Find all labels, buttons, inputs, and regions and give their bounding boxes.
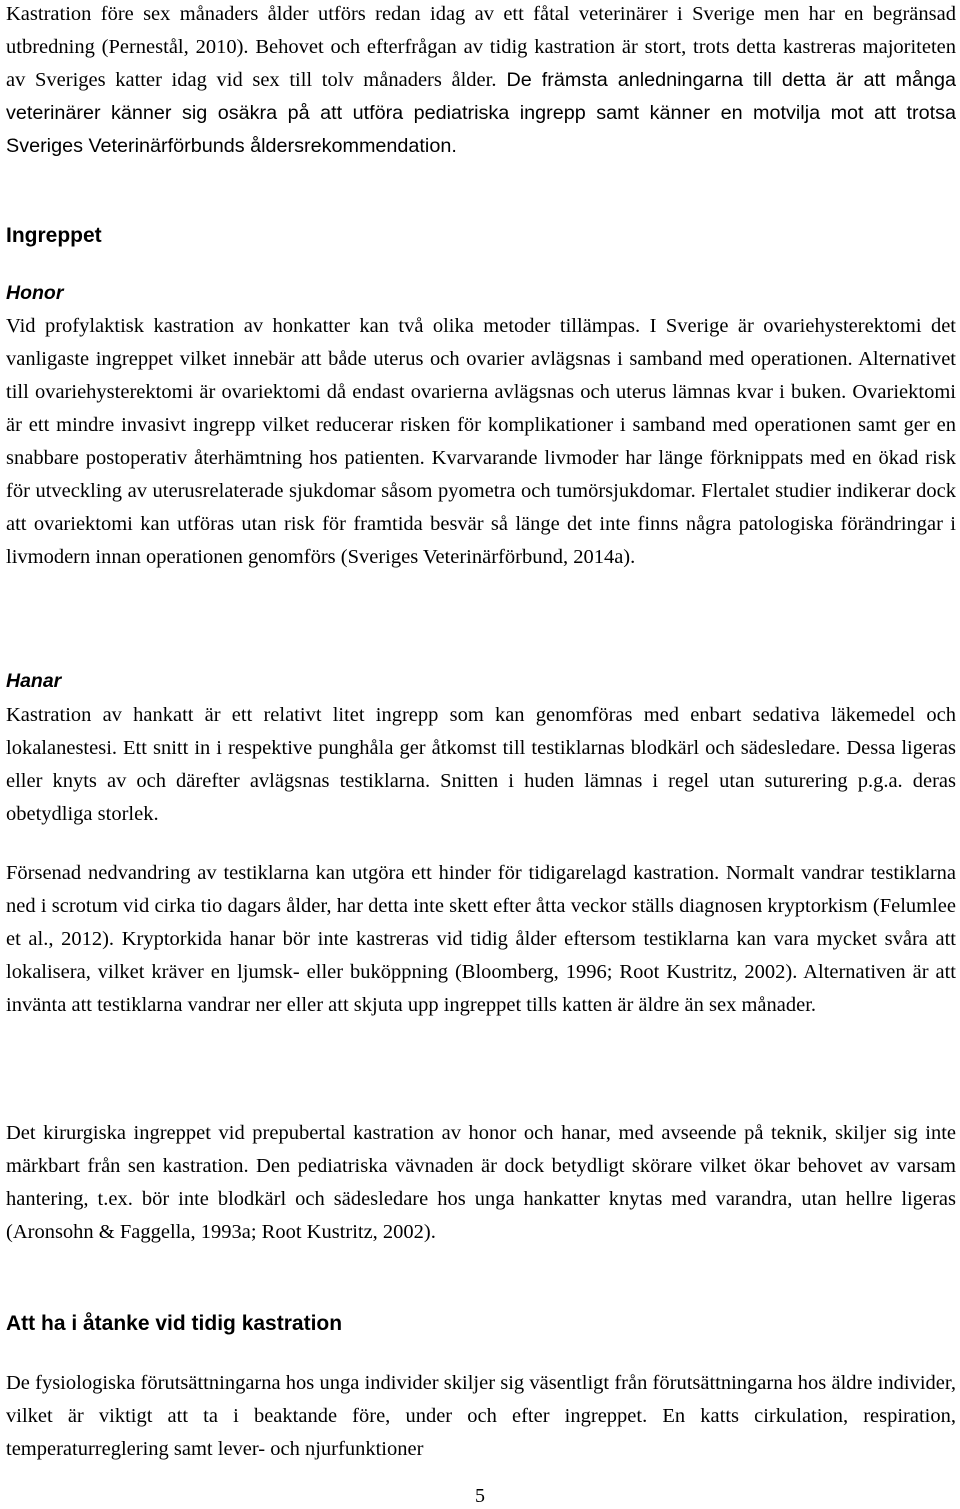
hanar-paragraph-3: Det kirurgiska ingreppet vid prepubertal kastration av honor och hanar, med avseende på teknik, skiljer sig inte märkbart från sen kastration. Den pediatriska vävnaden är dock betydligt skörare vilket ökar behovet av varsam hantering, t.ex. bör inte blodkärl och sädesledare hos unga hankatter knytas med varandra, utan hellre ligeras (Aronsohn & Faggella, 1993a; Root Kustritz, 2002). [6, 1122, 956, 1243]
intro-serif-text: Kastration före sex månaders ålder utförs redan idag av ett fåtal veterinärer i Sverige men har en begränsad utbredning (Pernestål, 2010). Behovet och efterfrågan av tidig kastration är stort, trots detta kastreras majoriteten av Sveriges katter idag vid sex till tolv månaders ålder. [6, 3, 956, 91]
subheading-hanar: Hanar [6, 670, 62, 692]
atanke-paragraph: De fysiologiska förutsättningarna hos unga individer skiljer sig väsentligt från förutsättningarna hos äldre individer, vilket är viktigt att ta i beaktande före, under och efter ingreppet. En katts cirkulation, respiration, temperaturreglering samt lever- och njurfunktioner [6, 1372, 956, 1460]
hanar-paragraph-1: Kastration av hankatt är ett relativt litet ingrepp som kan genomföras med enbart sedativa läkemedel och lokalanestesi. Ett snitt in i respektive punghåla ger åtkomst till testiklarnas blodkärl och sädesledare. Dessa ligeras eller knyts av och därefter avlägsnas testiklarna. Snitten i huden lämnas i regel utan suturering p.g.a. deras obetydliga storlek. [6, 704, 956, 825]
hanar-paragraph-2: Försenad nedvandring av testiklarna kan utgöra ett hinder för tidigarelagd kastration. Normalt vandrar testiklarna ned i scrotum vid cirka tio dagars ålder, har detta inte skett efter åtta veckor ställs diagnosen kryptorkism (Felumlee et al., 2012). Kryptorkida hanar bör inte kastreras vid tidig ålder eftersom testiklarna kan vara mycket svåra att lokalisera, vilket kräver en ljumsk- eller buköppning (Bloomberg, 1996; Root Kustritz, 2002). Alternativen är att invänta att testiklarna vandrar ner eller att skjuta upp ingreppet tills katten är äldre än sex månader. [6, 862, 956, 1016]
heading-ingreppet: Ingreppet [6, 224, 102, 247]
heading-att-ha-i-atanke: Att ha i åtanke vid tidig kastration [6, 1312, 343, 1335]
honor-paragraph: Vid profylaktisk kastration av honkatter kan två olika metoder tillämpas. I Sverige är ovariehysterektomi det vanligaste ingreppet vilket innebär att både uterus och ovarier avlägsnas i samband med operationen. Alternativet till ovariehysterektomi är ovariektomi då endast ovarierna avlägsnas och uterus lämnas kvar i buken. Ovariektomi är ett mindre invasivt ingrepp vilket reducerar risken för komplikationer i samband med operationen samt ger en snabbare postoperativ återhämtning hos patienten. Kvarvarande livmoder har länge förknippats med en ökad risk för utveckling av uterusrelaterade sjukdomar såsom pyometra och tumörsjukdomar. Flertalet studier indikerar dock att ovariektomi kan utföras utan risk för framtida besvär så länge det inte finns några patologiska förändringar i livmodern innan operationen genomförs (Sveriges Veterinärförbund, 2014a). [6, 315, 956, 568]
subheading-honor: Honor [6, 282, 64, 304]
intro-sans-text: De främsta anledningarna till detta är att många veterinärer känner sig osäkra på att utföra pediatriska ingrepp samt känner en motvilja mot att trotsa Sveriges Veterinärförbunds åldersrekommendation. [6, 69, 956, 157]
page-number: 5 [475, 1485, 485, 1507]
intro-paragraph [6, 0, 956, 163]
